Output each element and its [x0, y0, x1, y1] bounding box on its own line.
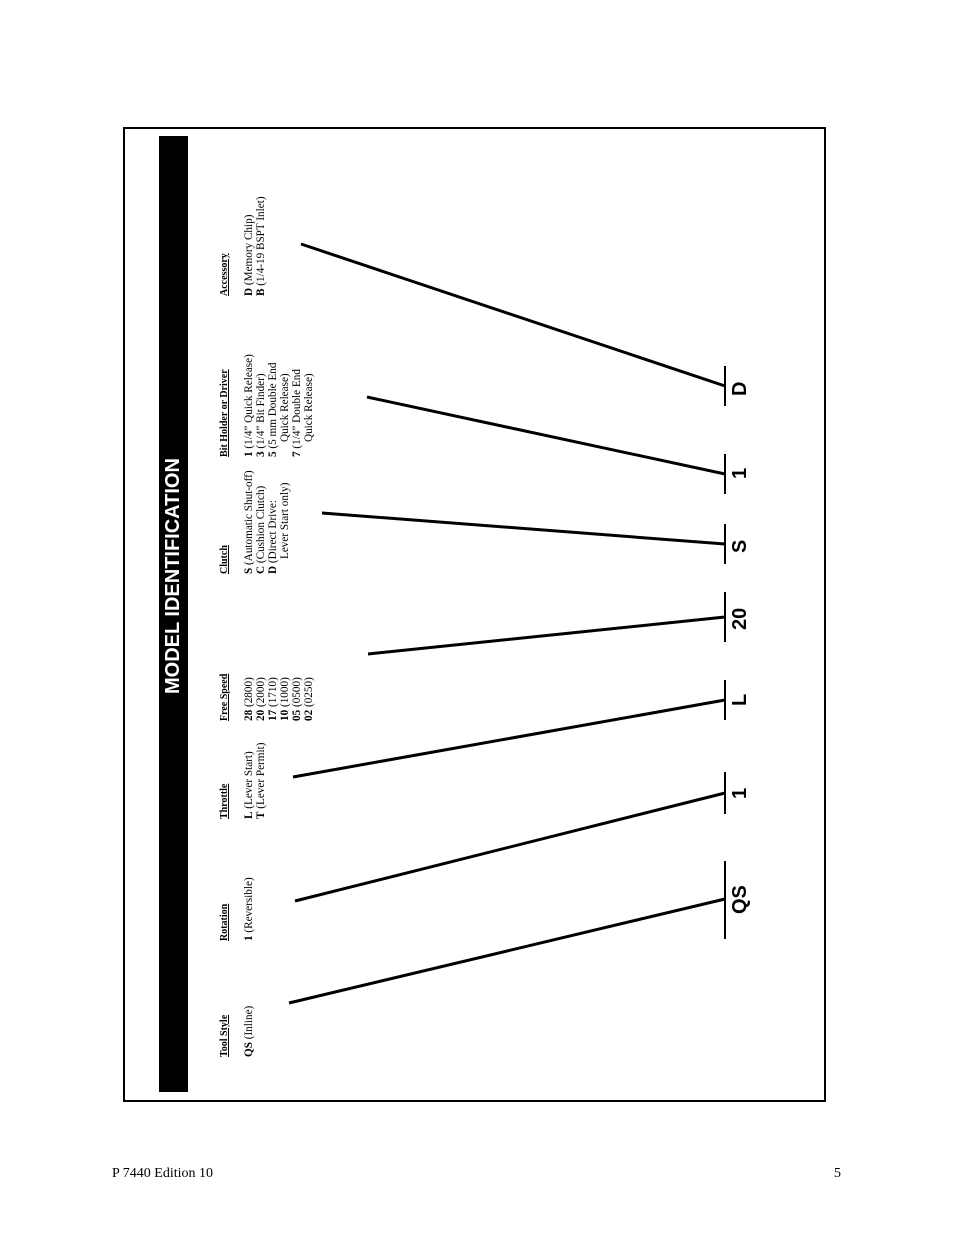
list-item: D (Memory Chip)	[243, 214, 255, 296]
list-item: D (Direct Drive:	[267, 500, 279, 574]
connector-free-speed	[368, 617, 725, 654]
model-segment-clutch: S	[729, 539, 751, 553]
column-tool-style	[243, 1006, 255, 1057]
heading-bit-holder: Bit Holder or Driver	[219, 369, 230, 457]
list-item: L (Lever Start)	[243, 751, 255, 819]
connector-clutch	[322, 513, 725, 544]
list-item: 1 (1/4” Quick Release)	[243, 354, 255, 457]
list-item: 7 (1/4” Double End	[291, 369, 303, 457]
list-item: B (1/4-19 BSPT Inlet)	[255, 196, 267, 296]
list-item: Lever Start only)	[279, 482, 291, 559]
heading-throttle: Throttle	[219, 783, 230, 819]
model-identification-frame	[123, 127, 826, 1102]
heading-clutch: Clutch	[219, 545, 230, 574]
heading-tool-style: Tool Style	[219, 1014, 230, 1057]
footer-page-number: 5	[834, 1166, 841, 1181]
model-segment-accessory: D	[729, 381, 751, 396]
model-segment-bit-holder: 1	[729, 467, 751, 479]
column-bit-holder	[243, 354, 315, 457]
connector-bit-holder	[367, 397, 725, 474]
heading-accessory: Accessory	[219, 253, 230, 296]
list-item: 10 (1000)	[279, 677, 291, 721]
list-item: 28 (2800)	[243, 677, 255, 721]
connector-rotation	[295, 793, 725, 901]
column-rotation	[243, 877, 255, 941]
model-segment-tool-style: QS	[729, 885, 751, 914]
list-item: 17 (1710)	[267, 677, 279, 721]
column-accessory	[243, 196, 267, 296]
page-title: MODEL IDENTIFICATION	[162, 458, 184, 694]
list-item: 3 (1/4” Bit Finder)	[255, 373, 267, 457]
footer-document-id: P 7440 Edition 10	[112, 1166, 213, 1181]
list-item: QS (Inline)	[243, 1005, 255, 1057]
column-throttle	[243, 743, 267, 819]
list-item: 5 (5 mm Double End	[267, 362, 279, 457]
model-segment-free-speed: 20	[729, 607, 751, 630]
heading-free-speed: Free Speed	[219, 673, 230, 721]
list-item: 20 (2000)	[255, 677, 267, 721]
connector-throttle	[293, 700, 725, 777]
rotated-content	[125, 129, 828, 1104]
list-item: T (Lever Permit)	[255, 742, 267, 819]
list-item: 05 (0500)	[291, 677, 303, 721]
column-clutch	[243, 470, 291, 574]
connector-tool-style	[289, 899, 725, 1003]
column-free-speed	[243, 677, 315, 721]
list-item: 1 (Reversible)	[243, 877, 255, 941]
model-segment-rotation: 1	[729, 787, 751, 799]
connector-accessory	[301, 244, 725, 386]
heading-rotation: Rotation	[219, 903, 230, 941]
list-item: S (Automatic Shut-off)	[243, 470, 255, 574]
list-item: Quick Release)	[303, 373, 315, 442]
model-segment-throttle: L	[729, 693, 751, 706]
list-item: C (Cushion Clutch)	[255, 485, 267, 574]
list-item: 02 (0250)	[303, 677, 315, 721]
list-item: Quick Release)	[279, 373, 291, 442]
